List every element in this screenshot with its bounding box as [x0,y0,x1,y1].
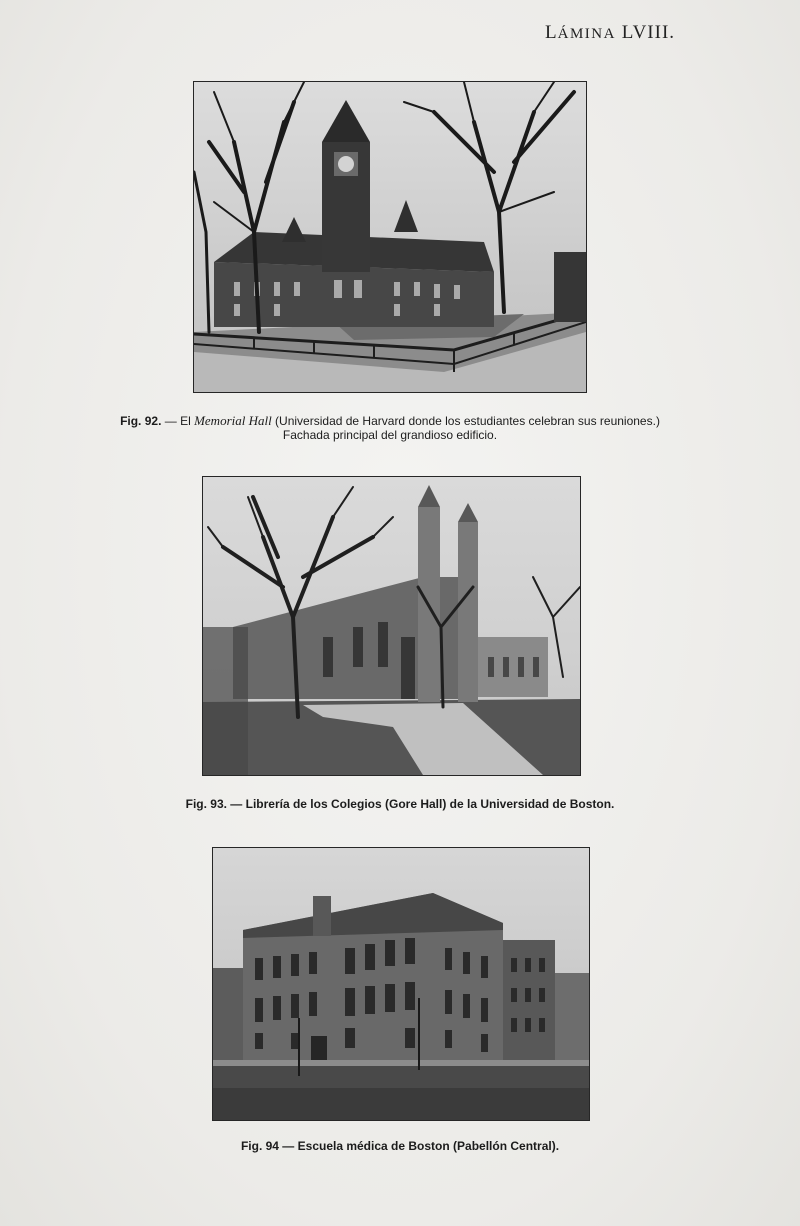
caption-fig-94 [180,1139,620,1153]
photo-medical-school [212,847,590,1121]
caption-92-number: Fig. 92. [120,414,162,428]
caption-92-line2: Fachada principal del grandioso edificio. [282,428,498,442]
photo-memorial-hall [193,81,587,393]
plate-numeral: LVIII. [621,22,676,43]
caption-93-text: — Librería de los Colegios (Gore Hall) de la Universidad de Boston. [226,797,615,811]
caption-94-number: Fig. 94 [240,1139,279,1153]
plate-number [545,22,675,44]
caption-94-text: — Escuela médica de Boston (Pabellón Central). [278,1139,560,1153]
caption-92-emphasis: Memorial Hall [194,413,272,428]
caption-92-line1: (Universidad de Harvard donde los estudiantes celebran sus reuniones.) [271,414,660,428]
plate-first-letter: L [545,22,558,43]
caption-fig-93 [140,797,660,811]
caption-92-dash: — El [161,414,195,428]
plate-word: ÁMINA [557,26,616,42]
photo-gore-hall [202,476,581,776]
caption-fig-92 [60,414,720,442]
caption-93-number: Fig. 93. [185,797,227,811]
